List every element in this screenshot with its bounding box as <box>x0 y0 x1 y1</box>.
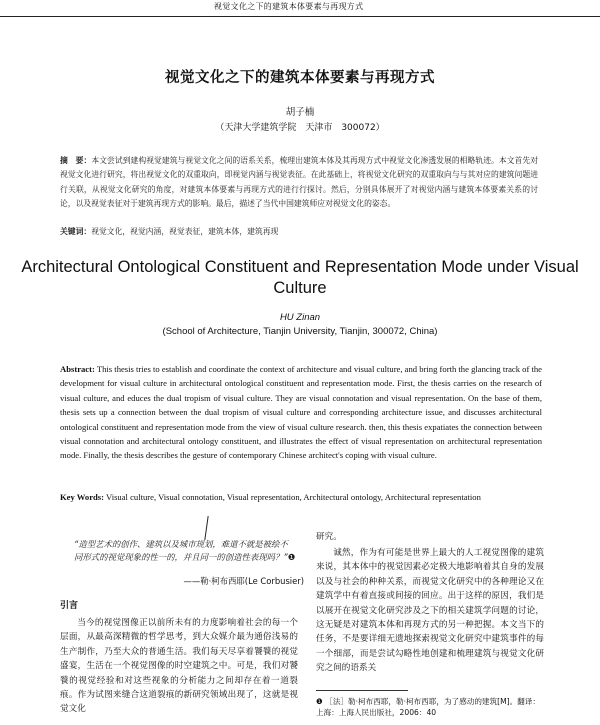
abstract-english-text: This thesis tries to establish and coordinate the context of architecture and visual culture, and bring forth the glancing track of the development for visual culture in architectural ontological constituent and representation mode. First, the thesis carries on the research of visual culture, and educes the dual tropism of visual culture. They are visual connotation and visual representation. On the base of them, thesis sets up a connection between the dual tropism of visual culture and corresponding architecture issue, and discusses architectural ontological constituent and representation mode from the view of visual culture research. then, this thesis expatiates the connection between visual connotation and architectural ontology constituent, and illustrates the effect of visual representation on architectural representation mode. Finally, the thesis describes the gesture of contemporary Chinese architect's coping with visual culture. <box>60 364 542 461</box>
epigraph-quote: “造型艺术的创作、建筑以及城市规划，难道不就是被绘不同形式的视觉现象的性一的，并且同一的创造性表现吗？”❶ <box>74 539 296 563</box>
body-column-right-continuation: 研究。 <box>316 532 342 542</box>
abstract-english-label: Abstract: <box>60 364 95 374</box>
affiliation-chinese: （天津大学建筑学院 天津市 300072） <box>215 123 385 133</box>
keywords-chinese-label: 关键词： <box>60 227 92 236</box>
footnote-divider <box>316 690 408 691</box>
keywords-chinese-text: 视觉文化，视觉内涵，视觉表征，建筑本体，建筑再现 <box>91 227 279 236</box>
epigraph-attribution: ——勒·柯布西耶(Le Corbusier) <box>183 576 304 586</box>
footnote: ❶ ［法］勒·柯布西耶，勒·柯布西耶，为了感动的建筑[M]。翻译：上海：上海人民出版社，2006：40 <box>316 697 540 717</box>
body-column-left: 当今的视觉图像正以前所未有的力度影响着社会的每一个层面，从最高深精微的哲学思考，到大众媒介最为通俗浅易的生产制作，乃至大众的普通生活。我们每天尽享着饕餮的视觉盛宴，生活在一个视觉图像的时空建筑之中。可是，我们对饕餮的视觉经验和对这些视象的分析能力之间却存在着一道裂痕。作为试图来缝合这道裂痕的新研究领域出现了，这就是视觉文化 <box>60 618 298 715</box>
abstract-chinese <box>60 154 538 212</box>
keywords-chinese <box>60 226 538 237</box>
title-chinese: 视觉文化之下的建筑本体要素与再现方式 <box>165 70 435 86</box>
section-heading-introduction: 引言 <box>60 601 79 611</box>
keywords-english-label: Key Words: <box>60 492 105 502</box>
keywords-english <box>60 490 542 504</box>
running-head <box>0 0 600 17</box>
abstract-chinese-label: 摘 要： <box>60 156 92 165</box>
body-column-right: 诚然，作为有可能是世界上最大的人工视觉图像的建筑来说，其本体中的视觉因素必定极大地影响着其自身的发展以及与社会的种种关系，而视觉文化研究中的各种理论又在建筑学中有着直接或间接的回应。出于这样的原因，我们是以展开在视觉文化研究涉及之下的相关建筑学问题的讨论，这无疑是对建筑本体和再现方式的另一种把握。本文当下的任务，不是要详细无遗地探索视觉文化研究中建筑事件的每一个细部，而是尝试勾略性地创建和梳理建筑与视觉文化研究之间的语系关 <box>316 548 544 674</box>
author-chinese: 胡子楠 <box>285 107 315 118</box>
affiliation-english: (School of Architecture, Tianjin University, Tianjin, 300072, China) <box>162 326 438 337</box>
author-english: HU Zinan <box>279 312 321 323</box>
keywords-english-text: Visual culture, Visual connotation, Visual representation, Architectural ontology, Architectural representation <box>106 492 481 502</box>
title-english: Architectural Ontological Constituent and Representation Mode under Visual Culture <box>21 258 579 297</box>
abstract-english <box>60 362 542 463</box>
abstract-chinese-text: 本文尝试到建构视觉建筑与视觉文化之间的语系关系，梳理出建筑本体及其再现方式中视觉文化渗透发展的相略轨迹。本文首先对视觉文化进行研究，将出视觉文化的双重取向，即视觉内涵与视觉表征。在此基础上，将视觉文化研究的双重取向与与其对应的建筑问题进行关联，从视觉文化研究的角度，对建筑本体要素与再现方式的进行行探讨。然后，分别具体展开了对视觉内涵与建筑本体要素关系的讨论，以及视觉表征对于建筑再现方式的影响。最后，描述了当代中国建筑师应对视觉文化的姿态。 <box>60 156 539 209</box>
running-head-text: 视觉文化之下的建筑本体要素与再现方式 <box>214 2 364 11</box>
handwritten-callout-mark <box>204 516 208 540</box>
